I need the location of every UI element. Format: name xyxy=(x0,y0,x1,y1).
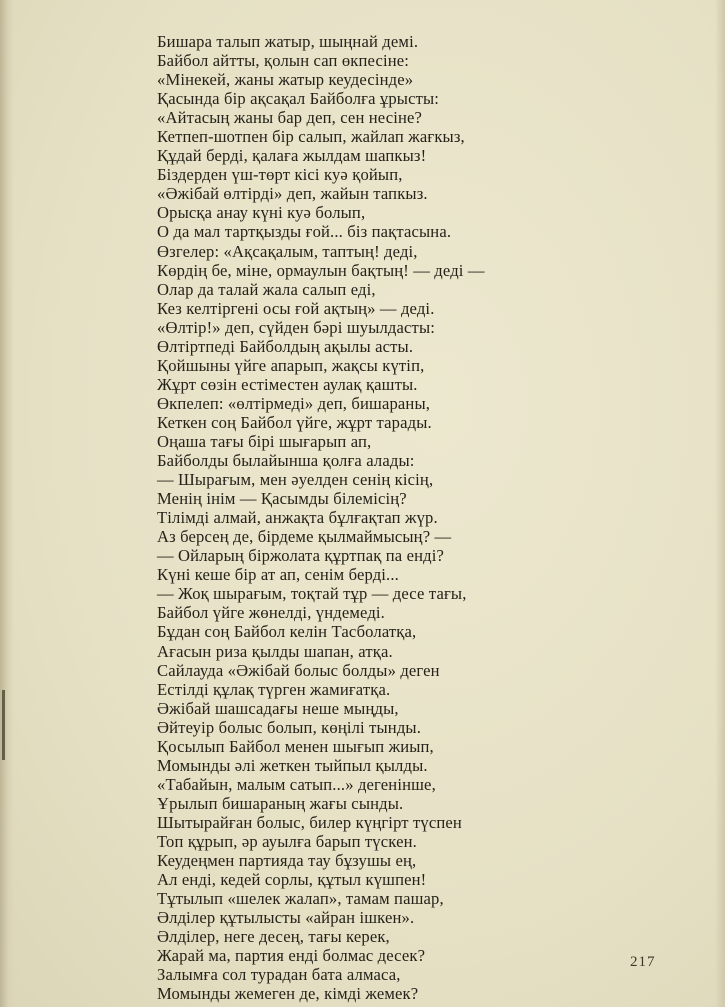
poem-line: Байболды былайынша қолға алады: xyxy=(157,451,415,471)
page-edge-shadow xyxy=(715,0,725,1007)
poem-line: Бишара талып жатыр, шыңнай демі. xyxy=(157,32,419,51)
poem-line: «Табайын, малым сатып...» дегенінше, xyxy=(157,774,436,794)
poem-line: — Ойларың біржолата құртпақ па енді? xyxy=(157,546,444,566)
poem-line: Көрдің бе, міне, ормаулын бақтың! — деді — xyxy=(157,260,485,280)
poem-line: Бұдан соң Байбол келін Тасболатқа, xyxy=(157,622,417,642)
poem-line: Әлділер құтылысты «айран ішкен». xyxy=(157,908,415,928)
poem-line: «Өлтір!» деп, сүйден бәрі шуылдасты: xyxy=(157,317,436,337)
poem-line: Ал енді, кедей сорлы, құтыл күшпен! xyxy=(157,870,427,890)
poem-line: Оңаша тағы бірі шығарып ап, xyxy=(157,431,372,451)
poem-line: — Жоқ шырағым, тоқтай тұр — десе тағы, xyxy=(157,584,467,604)
poem-line: Момынды әлі жеткен тыйпыл қылды. xyxy=(157,755,428,775)
poem-line: Қасында бір ақсақал Байболға ұрысты: xyxy=(157,89,440,109)
poem-line: Кез келтіргені осы ғой ақтың» — деді. xyxy=(157,298,435,318)
poem-line: «Айтасың жаны бар деп, сен несіне? xyxy=(157,108,423,128)
poem-line: Момынды жемеген де, кімді жемек? xyxy=(157,984,419,1004)
poem-line: Жарай ма, партия енді болмас десек? xyxy=(157,946,426,966)
poem-line: Кеткен соң Байбол үйге, жұрт тарады. xyxy=(157,412,432,432)
poem-line: Әжібай шашсадағы неше мыңды, xyxy=(157,698,399,718)
poem-line: Топ құрып, әр ауылға барып түскен. xyxy=(157,831,417,851)
poem-line: Орысқа анау күні куә болып, xyxy=(157,203,366,223)
poem-line: Тұтылып «шелек жалап», тамам пашар, xyxy=(157,889,444,909)
poem-line: Қосылып Байбол менен шығып жиып, xyxy=(157,736,434,756)
poem-line: Залымға сол турадан бата алмаса, xyxy=(157,965,401,985)
poem-line: Байбол үйге жөнелді, үндемеді. xyxy=(157,603,385,623)
poem-line: Өзгелер: «Ақсақалым, таптың! деді, xyxy=(157,241,418,261)
poem-line: Байбол айтты, қолын сап өкпесіне: xyxy=(157,51,410,71)
poem-line: Кеудеңмен партияда тау бұзушы ең, xyxy=(157,851,417,871)
poem-line: Қойшыны үйге апарып, жақсы күтіп, xyxy=(157,355,425,375)
page-gutter-shadow xyxy=(0,0,14,1007)
poem-line: Естілді құлақ түрген жамиғатқа. xyxy=(157,679,391,699)
poem-line: Құдай берді, қалаға жылдам шапкыз! xyxy=(157,146,427,166)
poem-line: О да мал тартқызды ғой... біз пақтасына. xyxy=(157,222,452,242)
poem-line: Олар да талай жала салып еді, xyxy=(157,279,376,299)
poem-line: Жұрт сөзін естіместен аулақ қашты. xyxy=(157,374,418,394)
poem-text xyxy=(157,32,677,1003)
poem-line: «Әжібай өлтірді» деп, жайын тапкыз. xyxy=(157,184,428,204)
poem-line: Менің інім — Қасымды білемісің? xyxy=(157,489,407,509)
poem-line: Күні кеше бір ат ап, сенім берді... xyxy=(157,565,399,585)
poem-line: Шытырайған болыс, билер күңгірт түспен xyxy=(157,812,462,832)
poem-line: Ұрылып бишараның жағы сынды. xyxy=(157,793,404,813)
poem-line: — Шырағым, мен әуелден сенің кісің, xyxy=(157,470,434,490)
poem-line: Ағасын риза қылды шапан, атқа. xyxy=(157,641,393,661)
page-number: 217 xyxy=(630,954,656,970)
poem-line: Аз берсең де, бірдеме қылмаймысың? — xyxy=(157,527,452,547)
poem-line: Өлтіртпеді Байболдың ақылы асты. xyxy=(157,336,414,356)
poem-line: Сайлауда «Әжібай болыс болды» деген xyxy=(157,660,440,680)
poem-line: Әлділер, неге десең, тағы керек, xyxy=(157,927,390,947)
poem-line: «Мінекей, жаны жатыр кеудесінде» xyxy=(157,70,414,90)
poem-line: Өкпелеп: «өлтірмеді» деп, бишараны, xyxy=(157,393,431,413)
poem-line: Тілімді алмай, анжақта бұлғақтап жүр. xyxy=(157,508,438,528)
poem-line: Әйтеуір болыс болып, көңілі тынды. xyxy=(157,717,422,737)
binding-mark xyxy=(2,690,5,760)
poem-line: Кетпеп-шотпен бір салып, жайлап жағкыз, xyxy=(157,127,465,147)
poem-line: Біздерден үш-төрт кісі куә қойып, xyxy=(157,165,403,185)
